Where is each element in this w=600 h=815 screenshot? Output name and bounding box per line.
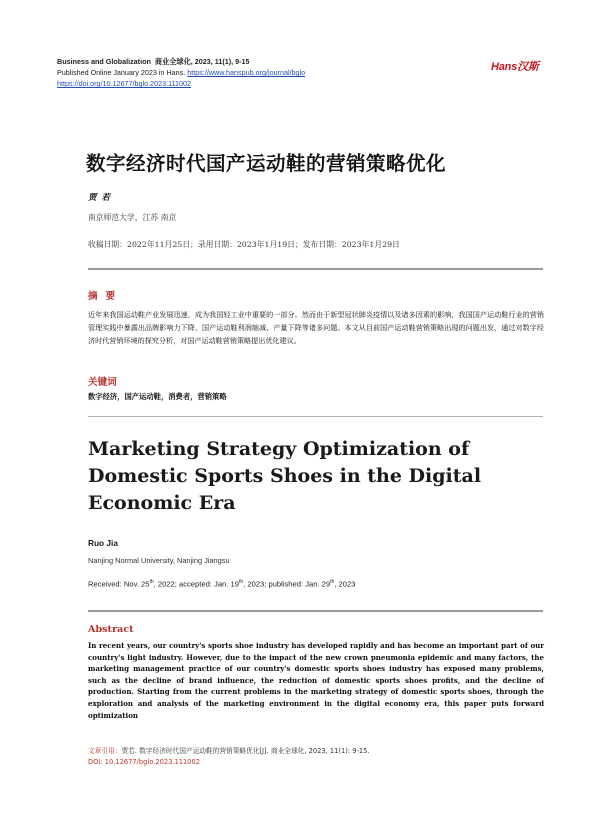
citation-doi[interactable]: DOI: 10.12677/bglo.2023.111002 [88, 758, 201, 766]
cn-dates: 收稿日期：2022年11月25日；录用日期：2023年1月19日；发布日期：2023年1月29日 [88, 240, 400, 249]
en-affiliation: Nanjing Normal University, Nanjing Jiangsu [88, 556, 230, 565]
accepted-date: , 2022; accepted: Jan. 19 [153, 579, 239, 589]
en-abstract-heading: Abstract [88, 624, 134, 635]
en-author: Ruo Jia [88, 538, 118, 548]
cn-author: 贾若 [88, 193, 116, 203]
citation-label: 文章引用： [88, 747, 122, 755]
cn-abstract: 近年来我国运动鞋产业发展迅速，成为我国轻工业中重要的一部分。然而由于新型冠状肺炎疫情以及诸多因素的影响，我国国产运动鞋行业的营销管理实践中暴露出品牌影响力下降、国产运动鞋利润缩减、产量下降等诸多问题。本文从目前国产运动鞋营销策略出现的问题出发，通过对数字经济时代营销环境的探究分析，对国产运动鞋营销策略提出优化建议。 [88, 310, 544, 346]
received-sup: th [149, 579, 154, 585]
en-dates [88, 579, 355, 589]
published-online-text: Published Online January 2023 in Hans. [57, 68, 188, 77]
doi-url-link[interactable]: https://doi.org/10.12677/bglo.2023.111002 [57, 79, 192, 88]
hans-logo: Hans汉斯 [491, 61, 539, 73]
cn-title: 数字经济时代国产运动鞋的营销策略优化 [86, 152, 447, 175]
cn-keywords-heading: 关键词 [88, 377, 117, 388]
published-date: , 2023; published: Jan. 29 [243, 579, 331, 589]
published-year: , 2023 [334, 579, 356, 589]
journal-url-link[interactable]: https://www.hanspub.org/journal/bglo [187, 68, 306, 77]
en-abstract: In recent years, our country's sports shoe industry has developed rapidly and has become an important part of our country's light industry. However, due to the impact of the new crown pneumonia epidemic and many factors, the marketing management practice of our country's domestic sports shoes industry has exposed many problems, such as the decline of brand influence, the reduction of domestic sports shoes profits, and the decline of production. Starting from the current problems in the marketing strategy of domestic sports shoes, through the exploration and analysis of the marketing environment in the digital economy era, this paper puts forward optimization [88, 641, 544, 720]
en-title: Marketing Strategy Optimization of Domestic Sports Shoes in the Digital Economic Era [88, 438, 482, 514]
divider-top [88, 268, 543, 270]
accepted-sup: th [238, 579, 244, 585]
citation-text: 贾若. 数字经济时代国产运动鞋的营销策略优化[J]. 商业全球化, 2023, 11(1): 9-15. [121, 747, 370, 755]
divider-en [88, 610, 543, 612]
citation-block [88, 746, 370, 768]
journal-name-cn: 商业全球化, 2023, 11(1), 9-15 [154, 57, 250, 66]
cn-affiliation: 南京师范大学，江苏 南京 [88, 213, 177, 222]
cn-keywords: 数字经济，国产运动鞋，消费者，营销策略 [88, 392, 227, 401]
divider-mid [88, 416, 543, 417]
received-date: Received: Nov. 25 [88, 579, 150, 589]
published-sup: th [330, 579, 335, 585]
journal-name: Business and Globalization [57, 57, 151, 66]
journal-header [57, 56, 305, 89]
cn-abstract-heading: 摘要 [88, 291, 124, 302]
